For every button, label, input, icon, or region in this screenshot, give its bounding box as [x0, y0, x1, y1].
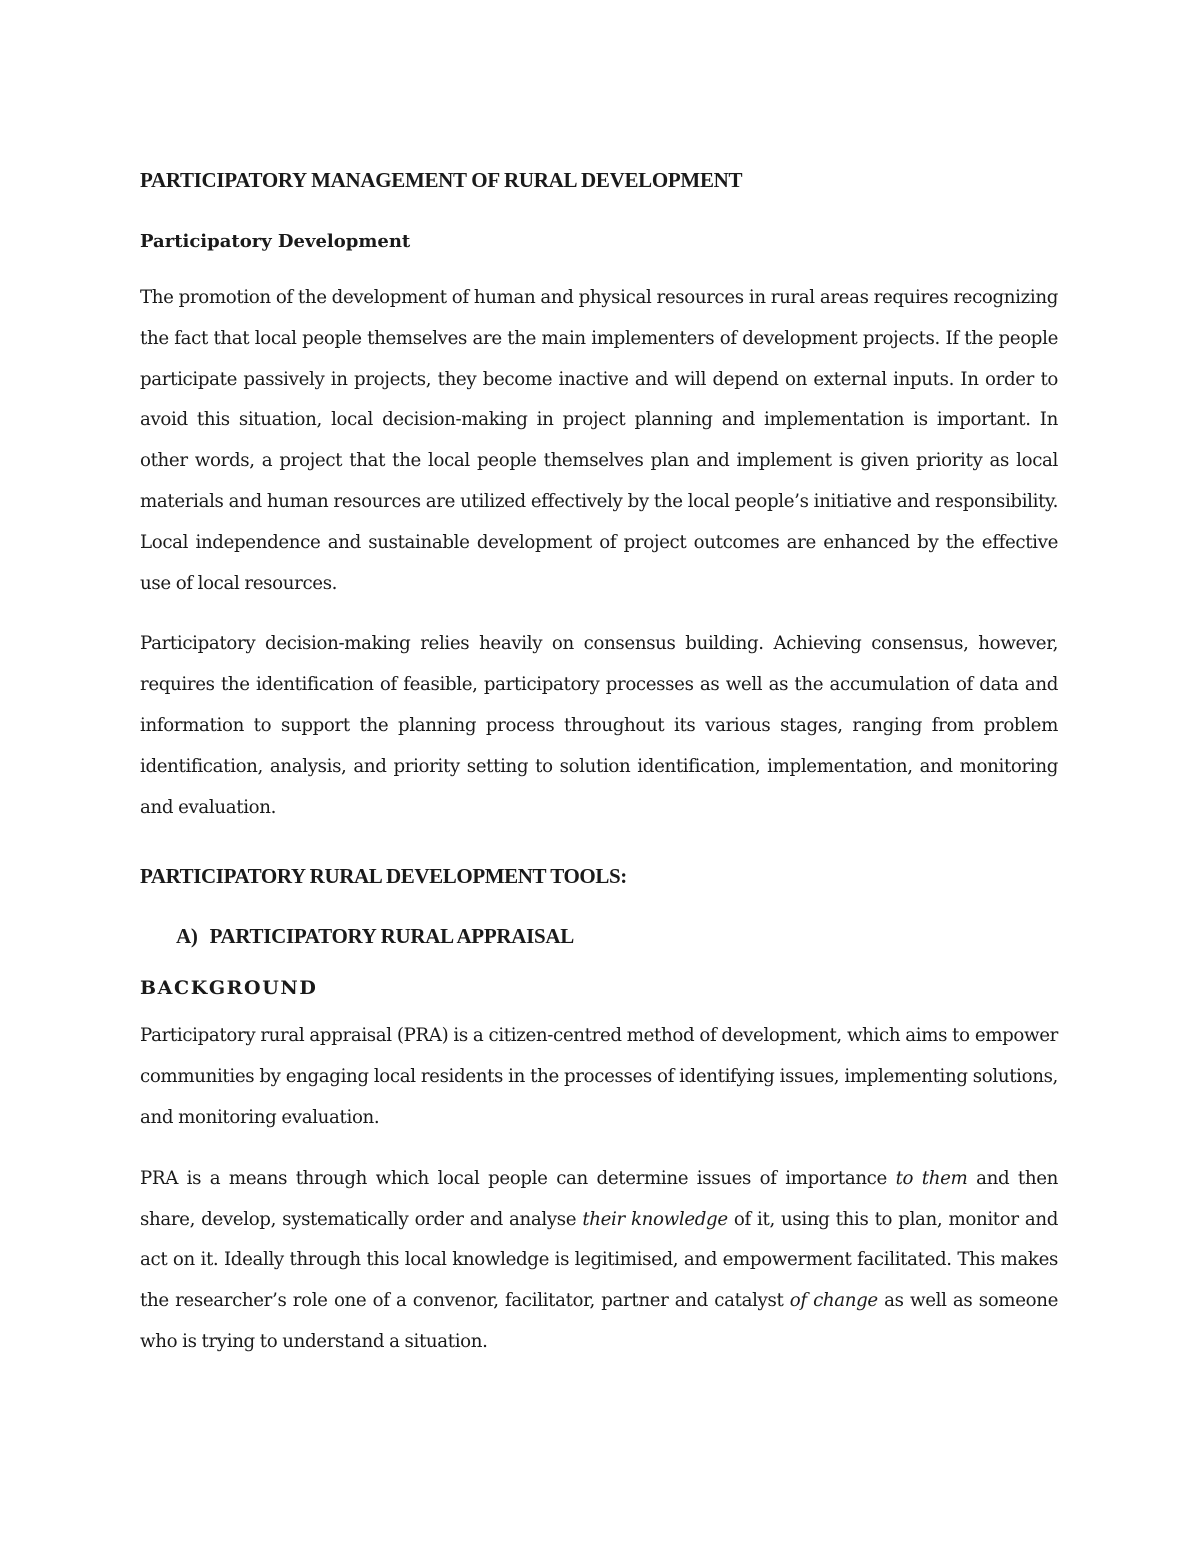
section-a-title: PARTICIPATORY RURAL APPRAISAL: [209, 924, 574, 949]
paragraph-pra-means-part3: of it, using this to plan, monitor and act on it. Ideally through this local knowledge is legitimised, and empowerment facilitated. This makes the researcher’s role one of a convenor, facilitator, partner and catalyst: [140, 1208, 1059, 1312]
paragraph-decision-making: Participatory decision-making relies heavily on consensus building. Achieving consensus, however, requires the identification of feasible, participatory processes as well as the accumulation of data and information to support the planning process throughout its various stages, ranging from problem identification, analysis, and priority setting to solution identification, implementation, and monitoring and evaluation.: [140, 633, 1058, 818]
tools-heading: PARTICIPATORY RURAL DEVELOPMENT TOOLS:: [140, 864, 627, 889]
paragraph-pra-means-part2: and then share, develop, systematically order and analyse: [140, 1167, 1059, 1230]
paragraph-pra-means-part1: PRA is a means through which local people can determine issues of importance: [140, 1167, 896, 1189]
background-heading: BACKGROUND: [140, 977, 318, 1000]
document-page: [140, 166, 1058, 1363]
paragraph-promotion: The promotion of the development of human and physical resources in rural areas requires recognizing the fact that local people themselves are the main implementers of development projects. If the people participate passively in projects, they become inactive and will depend on external inputs. In order to avoid this situation, local decision-making in project planning and implementation is important. In other words, a project that the local people themselves plan and implement is given priority as local materials and human resources are utilized effectively by the local people’s initiative and responsibility. Local independence and sustainable development of project outcomes are enhanced by the effective use of local resources.: [140, 287, 1058, 594]
document-title: PARTICIPATORY MANAGEMENT OF RURAL DEVELOPMENT: [140, 168, 743, 192]
emphasis-their-knowledge: their knowledge: [582, 1208, 728, 1230]
emphasis-of-change: of change: [789, 1290, 878, 1312]
section-a-heading: [176, 922, 1058, 950]
subheading-participatory-development: Participatory Development: [140, 231, 411, 252]
paragraph-pra-means: [140, 1159, 1058, 1363]
paragraph-pra-definition: Participatory rural appraisal (PRA) is a citizen-centred method of development, which aims to empower communities by engaging local residents in the processes of identifying issues, implementing solutions, and monitoring evaluation.: [140, 1025, 1058, 1128]
section-a-marker: A): [176, 924, 198, 949]
emphasis-to-them: to them: [895, 1167, 968, 1189]
paragraph-pra-means-part4: as well as someone who is trying to understand a situation.: [140, 1290, 1058, 1352]
